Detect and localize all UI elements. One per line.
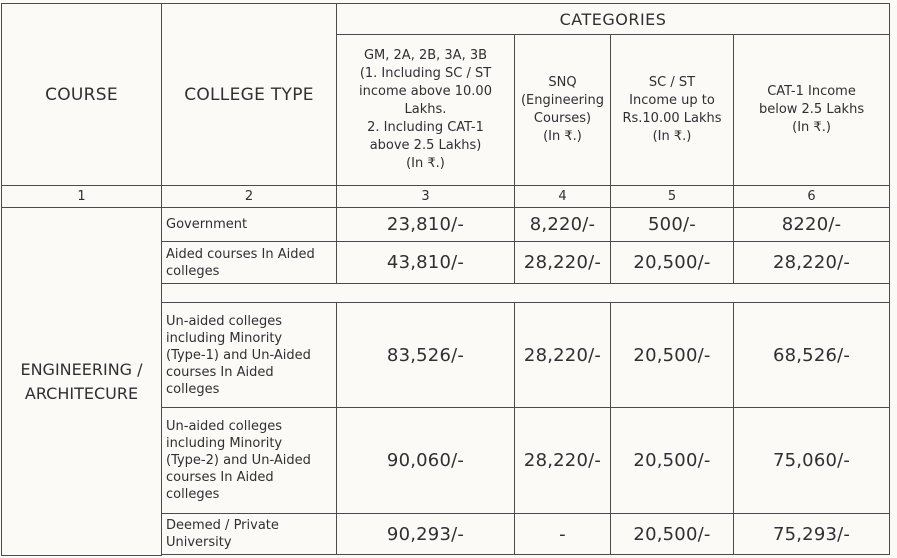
fee-cell: 90,060/- — [337, 408, 515, 514]
fee-cell: 20,500/- — [611, 303, 734, 408]
categories-header: CATEGORIES — [337, 4, 890, 35]
fee-cell: 8,220/- — [515, 208, 611, 242]
category-snq-header: SNQ (Engineering Courses) (In ₹.) — [515, 35, 611, 186]
college-type-cell: Deemed / Private University — [162, 514, 337, 555]
fee-cell: 23,810/- — [337, 208, 515, 242]
fee-cell: 20,500/- — [611, 514, 734, 555]
fee-cell: 20,500/- — [611, 408, 734, 514]
fee-cell: 8220/- — [734, 208, 890, 242]
fee-cell: 75,293/- — [734, 514, 890, 555]
college-type-cell: Government — [162, 208, 337, 242]
column-number: 2 — [162, 186, 337, 208]
column-number: 1 — [2, 186, 162, 208]
college-type-header: COLLEGE TYPE — [162, 4, 337, 186]
fee-cell: 90,293/- — [337, 514, 515, 555]
fee-cell: 68,526/- — [734, 303, 890, 408]
college-type-cell: Un-aided colleges including Minority (Type-2) and Un-Aided courses In Aided colleges — [162, 408, 337, 514]
fee-cell: 83,526/- — [337, 303, 515, 408]
college-type-cell: Un-aided colleges including Minority (Type-1) and Un-Aided courses In Aided colleges — [162, 303, 337, 408]
column-number: 5 — [611, 186, 734, 208]
fee-cell: - — [515, 514, 611, 555]
column-number: 3 — [337, 186, 515, 208]
category-gm-header: GM, 2A, 2B, 3A, 3B (1. Including SC / ST income above 10.00 Lakhs. 2. Including CAT-1 above 2.5 Lakhs) (In ₹.) — [337, 35, 515, 186]
fee-cell: 28,220/- — [734, 242, 890, 284]
fee-table — [1, 3, 890, 556]
fee-cell: 43,810/- — [337, 242, 515, 284]
fee-cell: 28,220/- — [515, 408, 611, 514]
table-row — [2, 208, 890, 242]
empty-cell — [162, 284, 890, 303]
column-number: 6 — [734, 186, 890, 208]
category-scst-header: SC / ST Income up to Rs.10.00 Lakhs (In ₹.) — [611, 35, 734, 186]
column-number: 4 — [515, 186, 611, 208]
fee-cell: 500/- — [611, 208, 734, 242]
college-type-cell: Aided courses In Aided colleges — [162, 242, 337, 284]
category-cat1-header: CAT-1 Income below 2.5 Lakhs (In ₹.) — [734, 35, 890, 186]
fee-cell: 28,220/- — [515, 303, 611, 408]
fee-cell: 20,500/- — [611, 242, 734, 284]
course-header: COURSE — [2, 4, 162, 186]
course-cell: ENGINEERING / ARCHITECURE — [2, 208, 162, 556]
fee-cell: 75,060/- — [734, 408, 890, 514]
fee-cell: 28,220/- — [515, 242, 611, 284]
